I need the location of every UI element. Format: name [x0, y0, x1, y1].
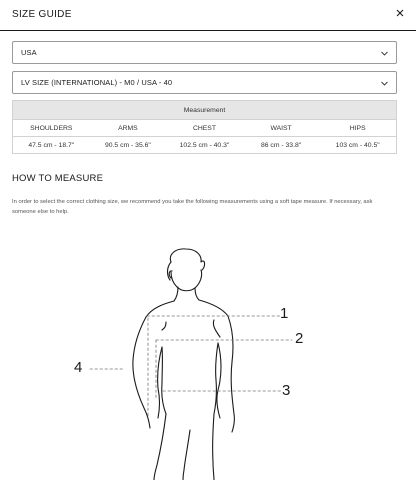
measure-label-1: 1	[280, 305, 289, 322]
header-hips: HIPS	[349, 125, 366, 132]
measure-label-3: 3	[282, 382, 291, 399]
measurement-table	[12, 100, 397, 154]
how-to-measure-description: In order to select the correct clothing size, we recommend you take the following measurements using a soft tape measure. If necessary, ask someone else to help.	[12, 199, 373, 215]
modal-header	[0, 0, 416, 31]
close-button[interactable]	[393, 6, 407, 20]
chevron-down-icon	[380, 79, 389, 88]
table-row	[13, 137, 396, 154]
value-chest: 102.5 cm - 40.3"	[179, 142, 230, 149]
country-select[interactable]	[12, 41, 397, 64]
size-select[interactable]	[12, 71, 397, 94]
header-shoulders: SHOULDERS	[30, 125, 73, 132]
measure-label-2: 2	[295, 330, 304, 347]
value-waist: 86 cm - 33.8"	[260, 142, 302, 149]
page-title: SIZE GUIDE	[12, 9, 72, 20]
value-shoulders: 47.5 cm - 18.7"	[28, 142, 75, 149]
header-chest: CHEST	[192, 125, 216, 132]
measurement-figure	[0, 232, 416, 480]
header-waist: WAIST	[270, 125, 292, 132]
size-select-value: LV SIZE (INTERNATIONAL) - M0 / USA - 40	[21, 78, 173, 87]
measurement-table-title-row	[13, 101, 396, 120]
measurement-table-title: Measurement	[183, 107, 226, 114]
country-select-value: USA	[21, 48, 37, 57]
header-arms: ARMS	[118, 125, 138, 132]
value-arms: 90.5 cm - 35.6"	[104, 142, 151, 149]
measure-label-4: 4	[74, 359, 83, 376]
close-icon	[393, 6, 407, 20]
value-hips: 103 cm - 40.5"	[335, 142, 380, 149]
chevron-down-icon	[380, 49, 389, 58]
table-header-row	[13, 120, 396, 137]
body-outline-illustration	[0, 232, 416, 480]
how-to-measure-heading: HOW TO MEASURE	[12, 173, 104, 184]
